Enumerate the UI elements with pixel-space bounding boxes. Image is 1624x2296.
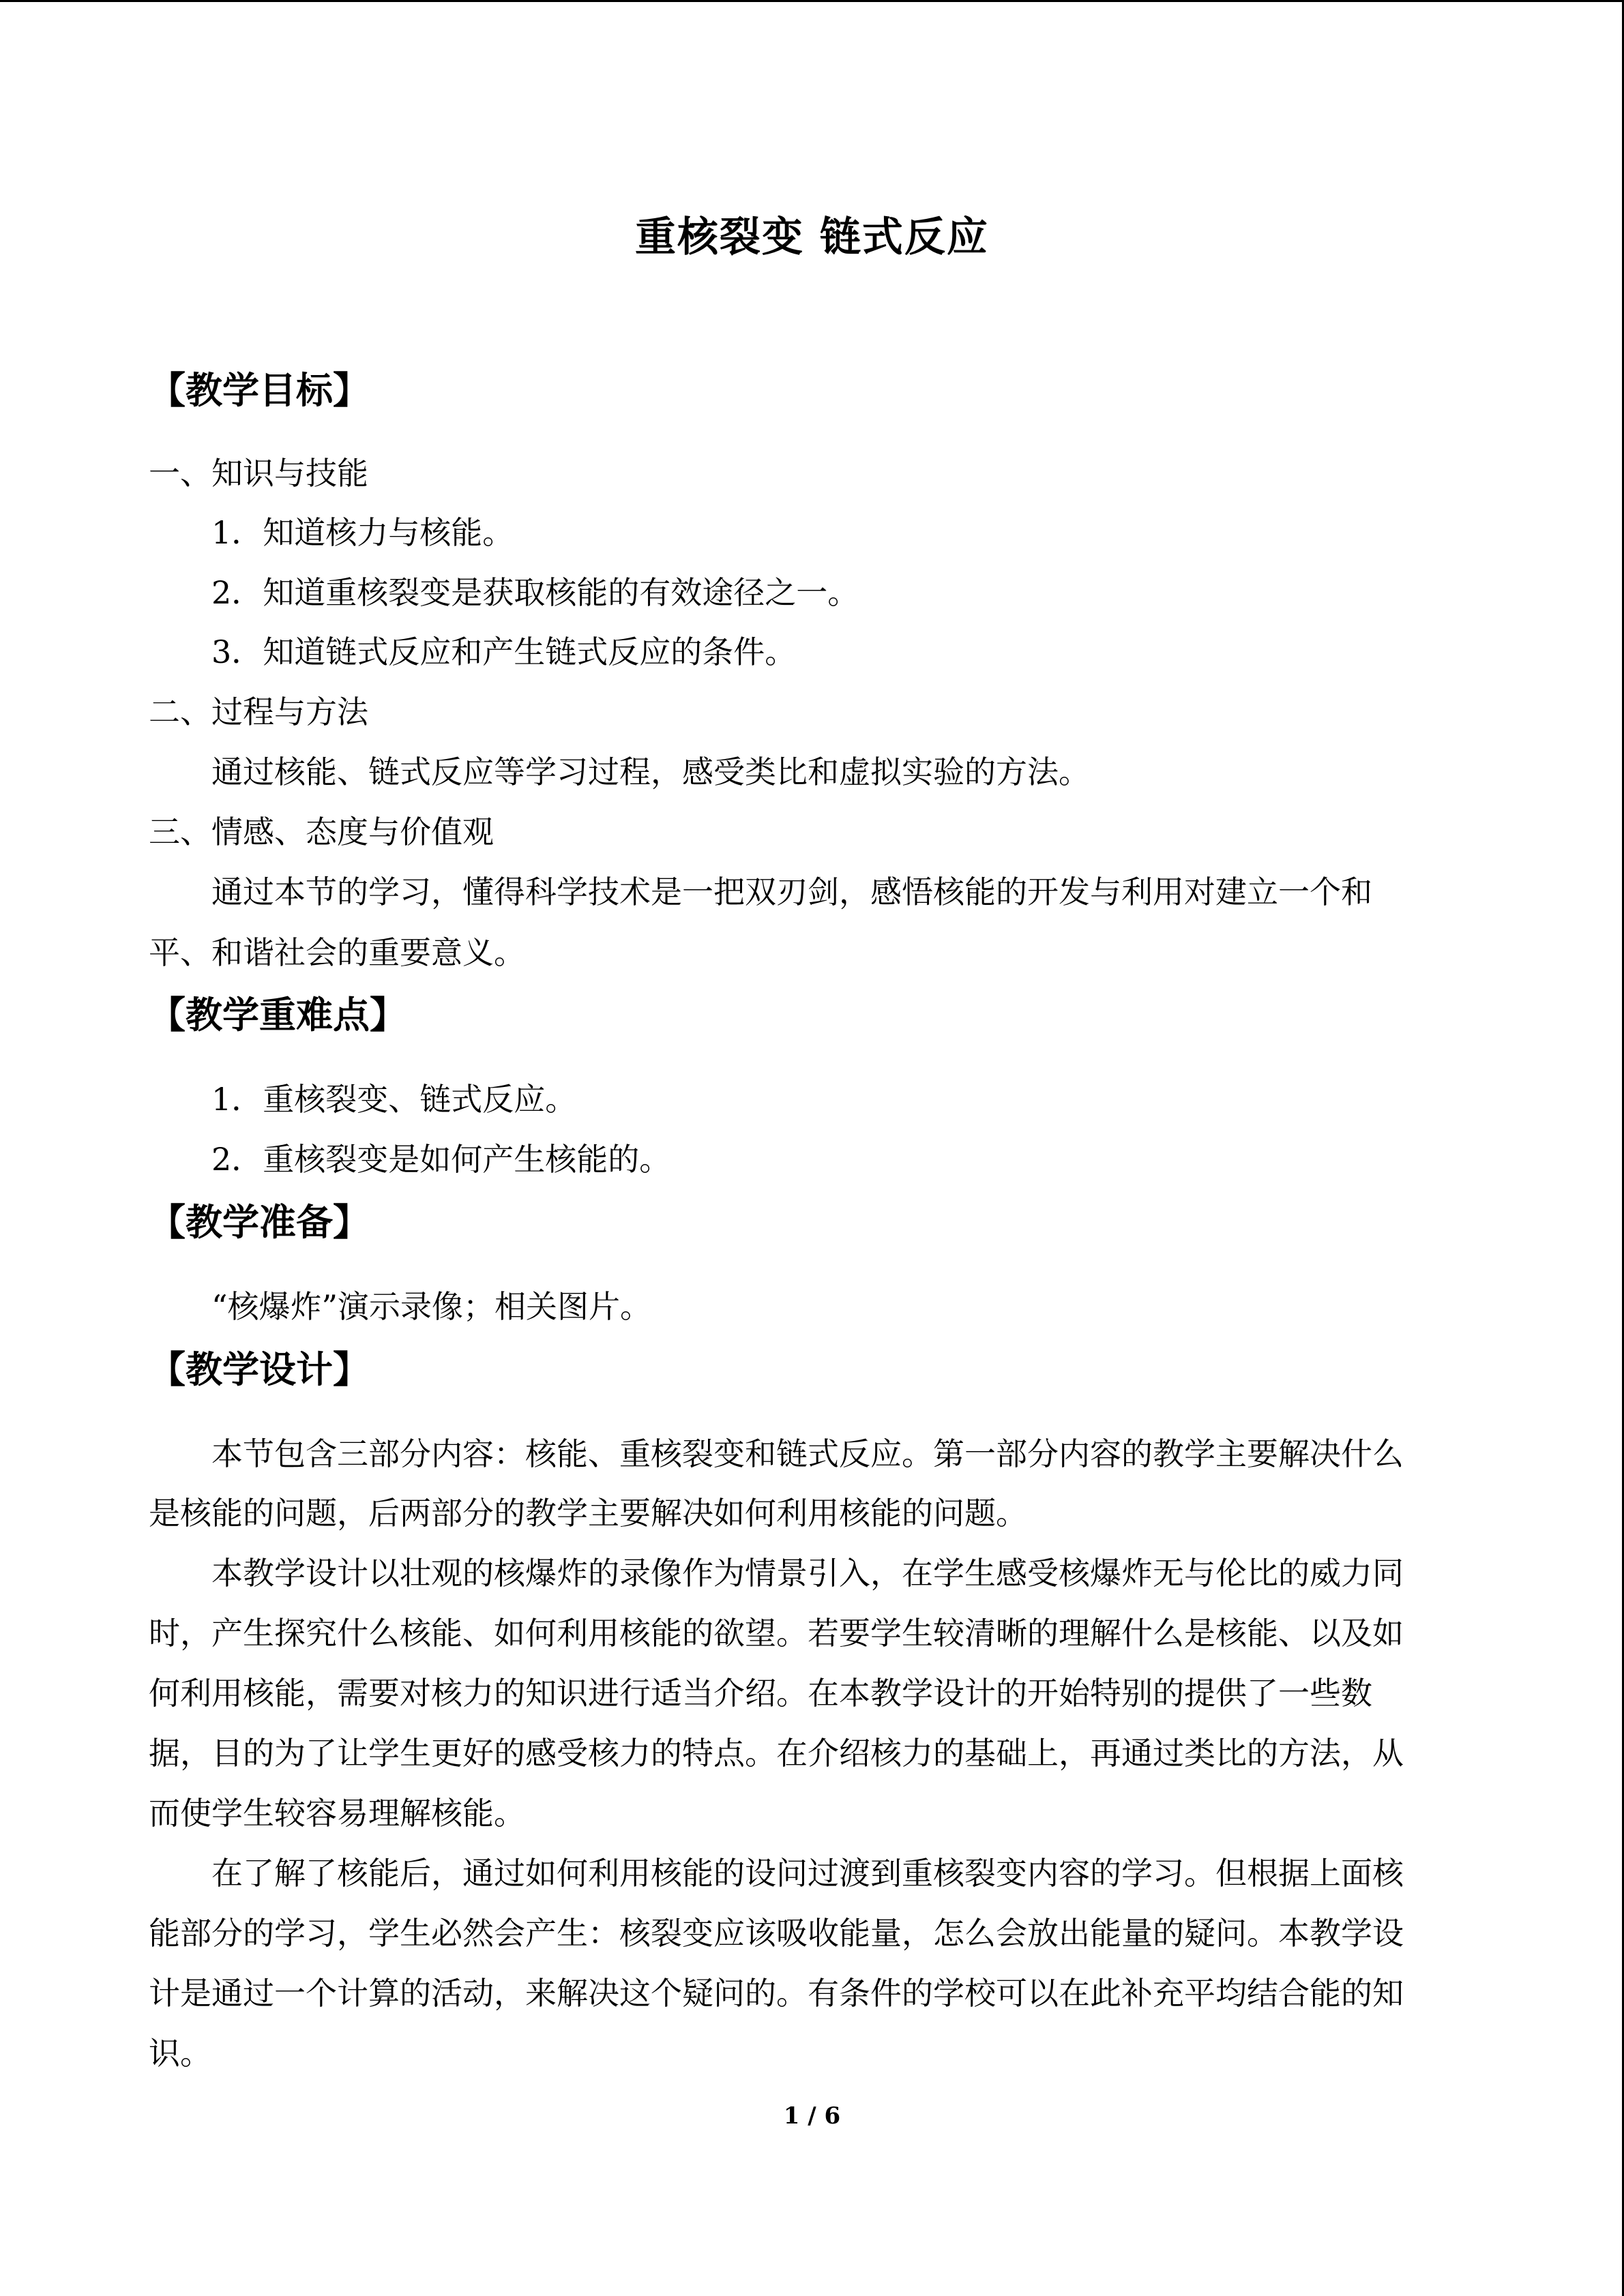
paragraph-line: 通过本节的学习，懂得科学技术是一把双刃剑，感悟核能的开发与利用对建立一个和 — [211, 874, 1372, 910]
paragraph-line: 是核能的问题，后两部分的教学主要解决如何利用核能的问题。 — [149, 1495, 1027, 1532]
paragraph-line: 在了解了核能后，通过如何利用核能的设问过渡到重核裂变内容的学习。但根据上面核 — [211, 1855, 1404, 1892]
subheading-process: 二、过程与方法 — [149, 694, 368, 730]
section-heading-design: 【教学设计】 — [149, 1348, 370, 1391]
top-border — [0, 0, 1624, 2]
paragraph-line: 据，目的为了让学生更好的感受核力的特点。在介绍核力的基础上，再通过类比的方法，从 — [149, 1735, 1404, 1772]
section-heading-preparation: 【教学准备】 — [149, 1201, 370, 1244]
paragraph-line: 时，产生探究什么核能、如何利用核能的欲望。若要学生较清晰的理解什么是核能、以及如 — [149, 1615, 1404, 1652]
list-item: 1．知道核力与核能。 — [211, 514, 514, 551]
paragraph-line: 识。 — [149, 2035, 211, 2072]
subheading-values: 三、情感、态度与价值观 — [149, 814, 494, 850]
page-number: 1 / 6 — [783, 2102, 841, 2130]
paragraph-line: 而使学生较容易理解核能。 — [149, 1795, 525, 1832]
paragraph-line: 本教学设计以壮观的核爆炸的录像作为情景引入，在学生感受核爆炸无与伦比的威力同 — [211, 1555, 1404, 1592]
paragraph-line: 能部分的学习，学生必然会产生：核裂变应该吸收能量，怎么会放出能量的疑问。本教学设 — [149, 1915, 1404, 1952]
list-item: 1．重核裂变、链式反应。 — [211, 1081, 577, 1118]
list-item: 3．知道链式反应和产生链式反应的条件。 — [211, 633, 797, 670]
paragraph-line: 计是通过一个计算的活动，来解决这个疑问的。有条件的学校可以在此补充平均结合能的知 — [149, 1975, 1404, 2012]
subheading-knowledge: 一、知识与技能 — [149, 455, 368, 492]
paragraph-line: 何利用核能，需要对核力的知识进行适当介绍。在本教学设计的开始特别的提供了一些数 — [149, 1675, 1372, 1712]
section-heading-key-points: 【教学重难点】 — [149, 994, 407, 1037]
paragraph-line: “核爆炸”演示录像；相关图片。 — [211, 1288, 652, 1325]
paragraph-line: 本节包含三部分内容：核能、重核裂变和链式反应。第一部分内容的教学主要解决什么 — [211, 1435, 1404, 1472]
section-heading-goals: 【教学目标】 — [149, 369, 370, 412]
document-title: 重核裂变 链式反应 — [635, 213, 989, 261]
list-item: 2．重核裂变是如何产生核能的。 — [211, 1141, 671, 1178]
paragraph-line: 平、和谐社会的重要意义。 — [149, 934, 525, 971]
list-item: 2．知道重核裂变是获取核能的有效途径之一。 — [211, 574, 859, 611]
paragraph-line: 通过核能、链式反应等学习过程，感受类比和虚拟实验的方法。 — [211, 754, 1090, 790]
